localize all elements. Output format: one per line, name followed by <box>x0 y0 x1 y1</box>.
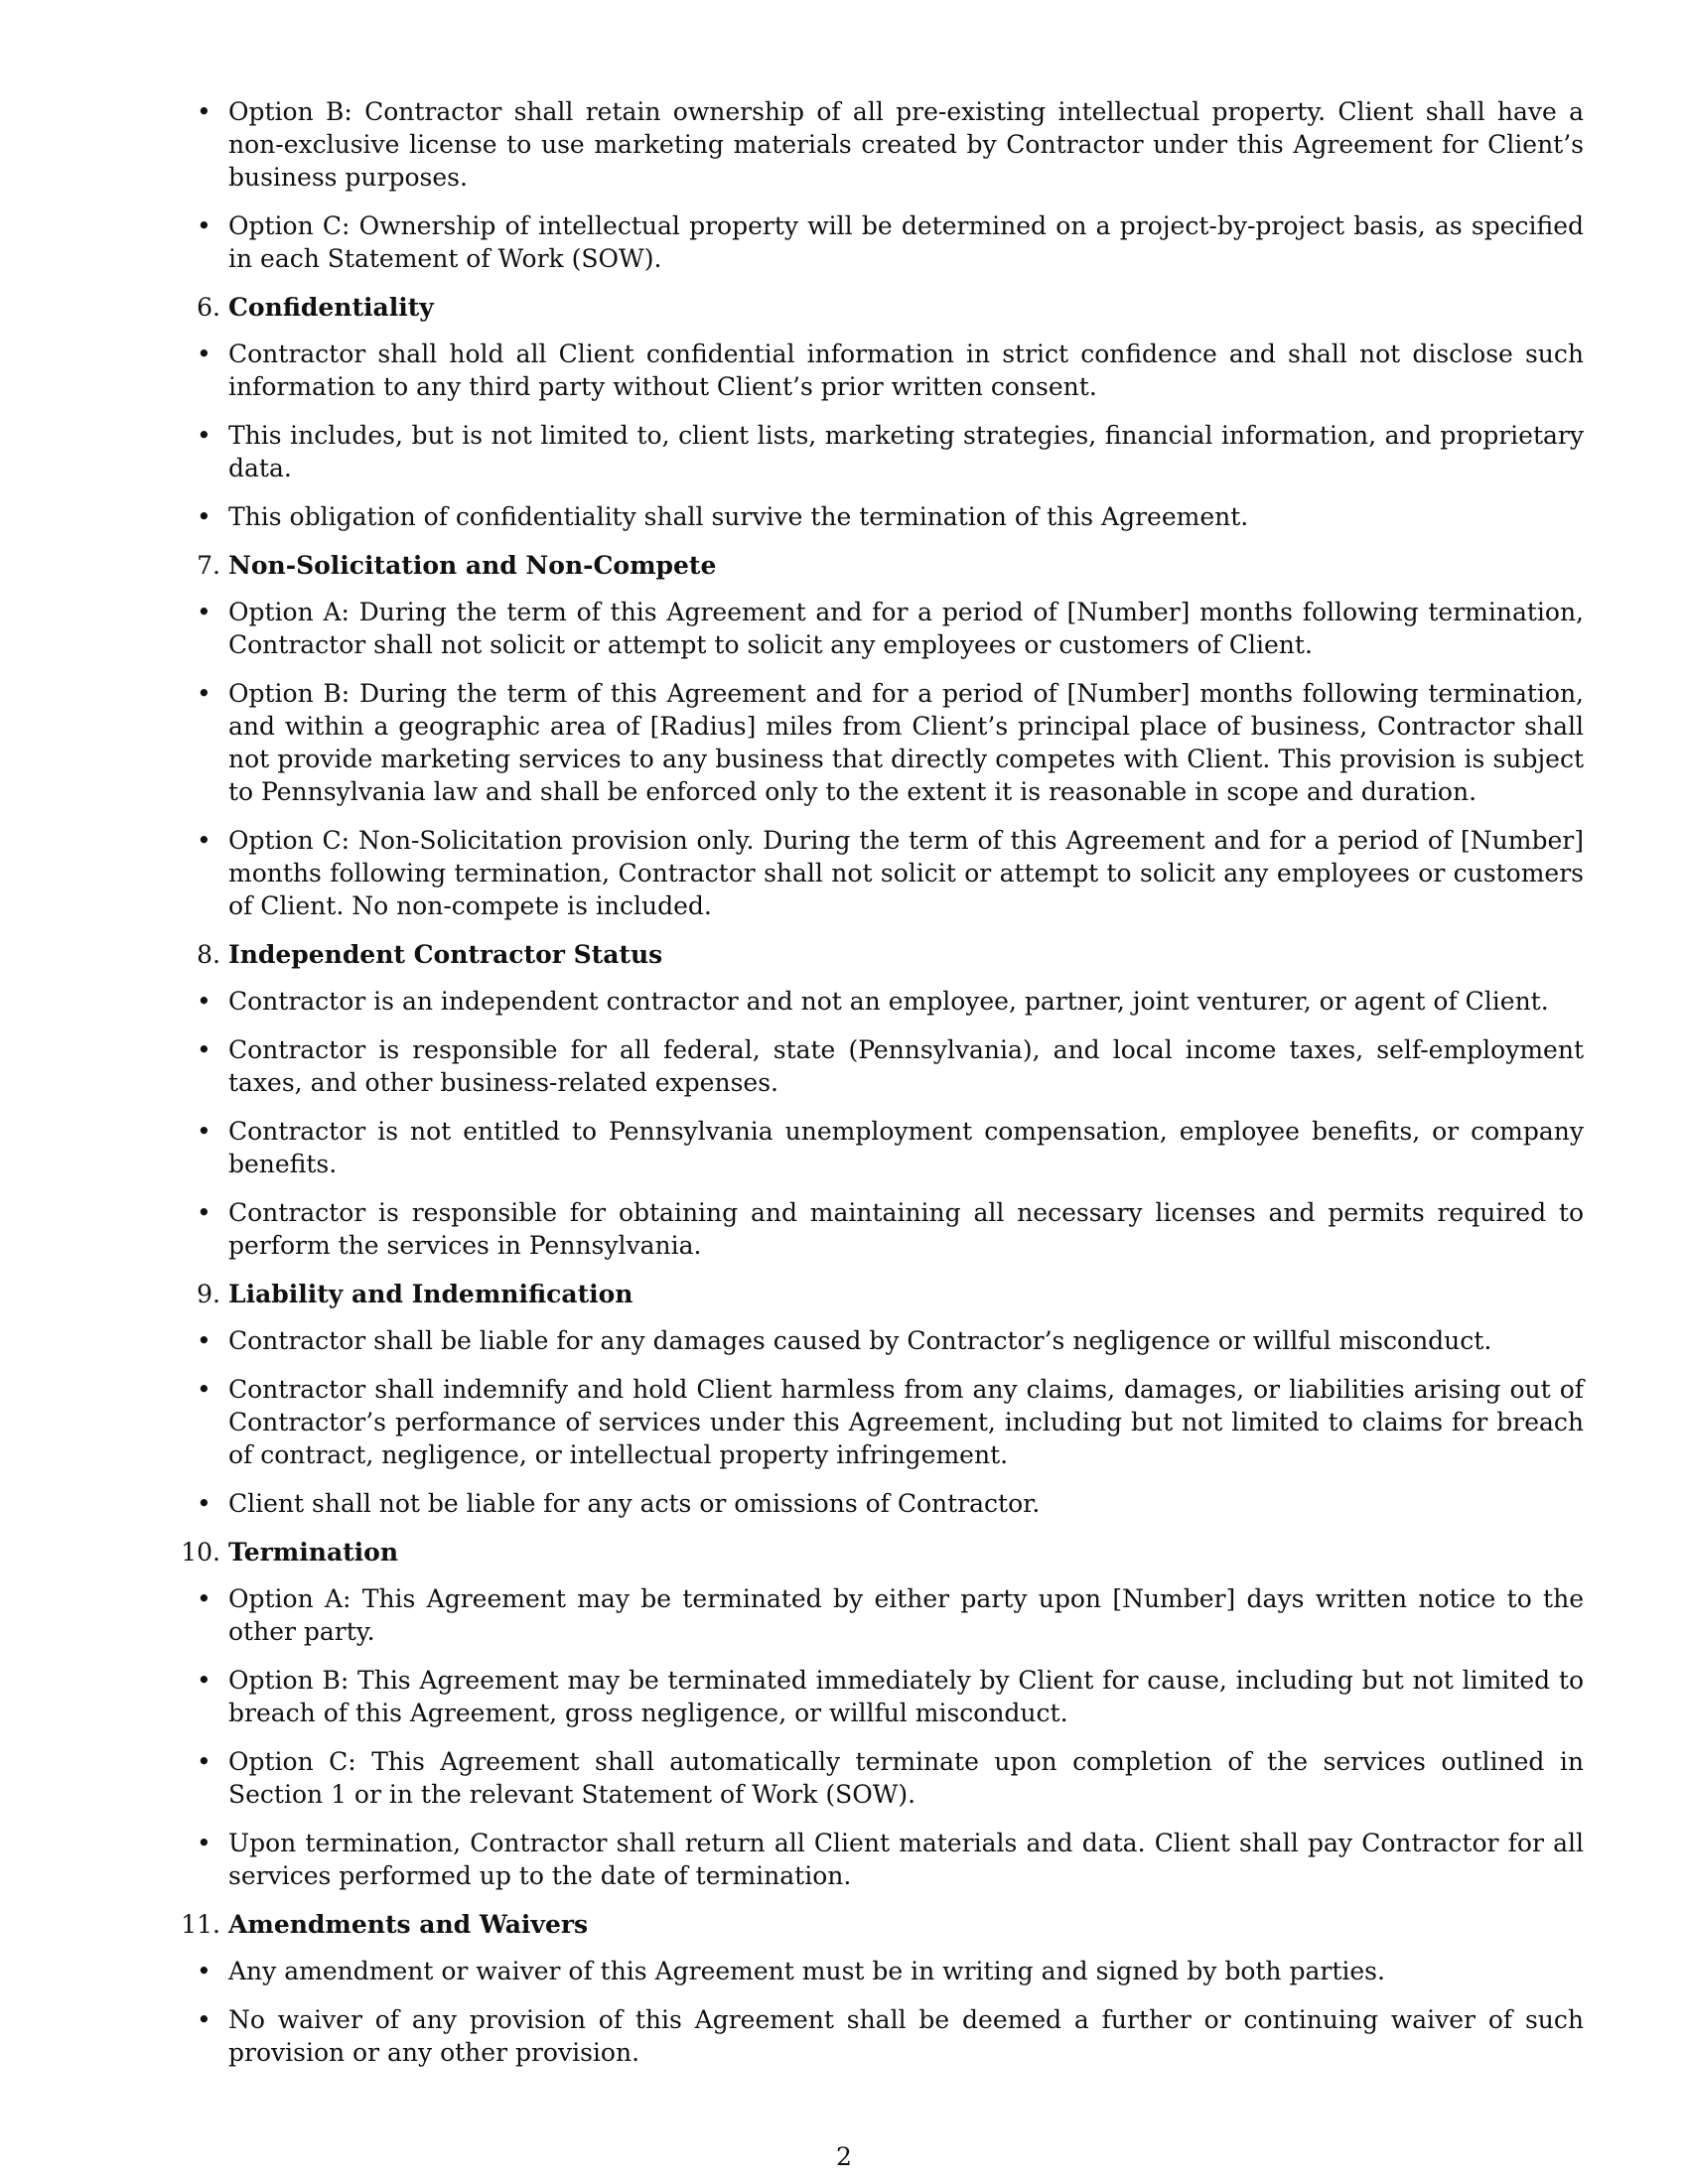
section-title: Non-Solicitation and Non-Compete <box>228 551 717 580</box>
list-item: • Option B: This Agreement may be terminated immediately by Client for cause, including but not limited to breach of this Agreement, gross negligence, or willful misconduct. <box>228 1664 1584 1729</box>
section-number: 9. <box>197 1280 220 1308</box>
section-non-solicitation <box>197 549 1584 922</box>
section-title: Confidentiality <box>228 293 434 322</box>
section-heading <box>168 1536 1523 1569</box>
list-item: • Contractor shall hold all Client confidential information in strict confidence and shall not disclose such information to any third party without Client’s prior written consent. <box>228 338 1584 403</box>
section-bullet-list <box>228 596 1584 922</box>
list-item: • Contractor shall be liable for any damages caused by Contractor’s negligence or willful misconduct. <box>228 1324 1584 1357</box>
section-heading <box>168 1908 1523 1941</box>
section-number: 8. <box>197 940 220 969</box>
section-number: 10. <box>181 1538 220 1567</box>
section-bullet-list <box>228 985 1584 1262</box>
section-amendments <box>181 1908 1584 2069</box>
list-item: • Contractor is responsible for all federal, state (Pennsylvania), and local income taxes, self-employment taxes, and other business-related expenses. <box>228 1033 1584 1099</box>
page-number: 2 <box>836 2142 852 2171</box>
section-bullet-list <box>228 1955 1584 2069</box>
list-item: • Contractor is an independent contractor and not an employee, partner, joint venturer, or agent of Client. <box>228 985 1584 1018</box>
list-item: • Contractor is not entitled to Pennsylvania unemployment compensation, employee benefits, or company benefits. <box>228 1115 1584 1180</box>
list-item: • Any amendment or waiver of this Agreement must be in writing and signed by both parties. <box>228 1955 1584 1987</box>
list-item: • Option B: Contractor shall retain ownership of all pre-existing intellectual property. Client shall have a non-exclusive license to use marketing materials created by Contractor under this Agreement for Client’s business purposes. <box>228 95 1584 194</box>
section-bullet-list <box>228 1324 1584 1520</box>
section-number: 11. <box>181 1910 220 1939</box>
section-heading <box>168 549 1523 582</box>
section-liability <box>197 1278 1584 1520</box>
section-title: Independent Contractor Status <box>228 940 663 969</box>
section-number: 7. <box>197 551 220 580</box>
section-title: Amendments and Waivers <box>228 1910 589 1939</box>
section-confidentiality <box>197 291 1584 533</box>
list-item: • Upon termination, Contractor shall return all Client materials and data. Client shall pay Contractor for all services performed up to the date of termination. <box>228 1827 1584 1892</box>
document-body <box>181 95 1584 2085</box>
list-item: • Client shall not be liable for any acts or omissions of Contractor. <box>228 1487 1584 1520</box>
section-heading <box>168 291 1523 324</box>
list-item: • This obligation of confidentiality shall survive the termination of this Agreement. <box>228 500 1584 533</box>
section-bullet-list <box>228 338 1584 533</box>
section-bullet-list <box>228 1582 1584 1892</box>
list-item: • Option A: This Agreement may be terminated by either party upon [Number] days written notice to the other party. <box>228 1582 1584 1648</box>
intro-bullet-list <box>228 95 1584 275</box>
section-title: Liability and Indemnification <box>228 1280 633 1308</box>
list-item: • Option C: This Agreement shall automatically terminate upon completion of the services outlined in Section 1 or in the relevant Statement of Work (SOW). <box>228 1745 1584 1811</box>
list-item: • Option C: Non-Solicitation provision only. During the term of this Agreement and for a period of [Number] months following termination, Contractor shall not solicit or attempt to solicit any employees or customers of Client. No non-compete is included. <box>228 824 1584 922</box>
section-independent-contractor <box>197 938 1584 1262</box>
list-item: • Contractor shall indemnify and hold Client harmless from any claims, damages, or liabilities arising out of Contractor’s performance of services under this Agreement, including but not limited to claims for breach of contract, negligence, or intellectual property infringement. <box>228 1373 1584 1471</box>
list-item: • Option A: During the term of this Agreement and for a period of [Number] months following termination, Contractor shall not solicit or attempt to solicit any employees or customers of Client. <box>228 596 1584 661</box>
section-heading <box>168 938 1523 971</box>
section-number: 6. <box>197 293 220 322</box>
list-item: • Contractor is responsible for obtaining and maintaining all necessary licenses and permits required to perform the services in Pennsylvania. <box>228 1196 1584 1262</box>
section-heading <box>168 1278 1523 1310</box>
section-title: Termination <box>228 1538 399 1567</box>
list-item: • Option C: Ownership of intellectual property will be determined on a project-by-project basis, as specified in each Statement of Work (SOW). <box>228 209 1584 275</box>
section-termination <box>181 1536 1584 1892</box>
list-item: • This includes, but is not limited to, client lists, marketing strategies, financial information, and proprietary data. <box>228 419 1584 484</box>
list-item: • No waiver of any provision of this Agreement shall be deemed a further or continuing waiver of such provision or any other provision. <box>228 2003 1584 2069</box>
list-item: • Option B: During the term of this Agreement and for a period of [Number] months following termination, and within a geographic area of [Radius] miles from Client’s principal place of business, Contractor shall not provide marketing services to any business that directly competes with Client. This provision is subject to Pennsylvania law and shall be enforced only to the extent it is reasonable in scope and duration. <box>228 677 1584 808</box>
